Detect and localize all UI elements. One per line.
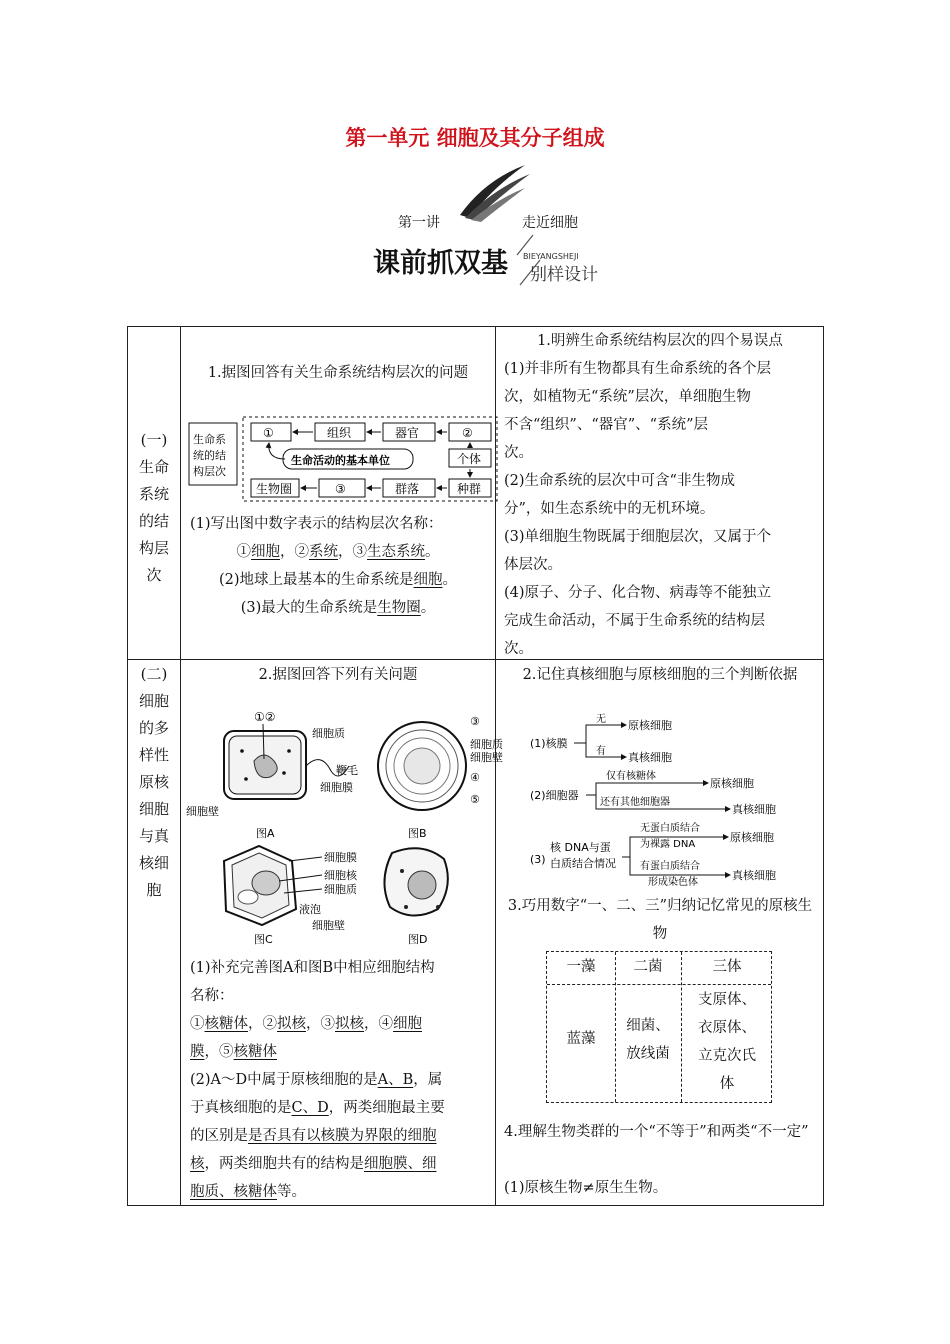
num-header-2: 二菌 — [633, 959, 663, 975]
main-table — [127, 326, 824, 1206]
lecture-number: 第一讲 — [398, 215, 440, 231]
svg-text:统的结: 统的结 — [193, 449, 226, 462]
svg-text:白质结合情况: 白质结合情况 — [550, 857, 616, 870]
figure-a — [186, 710, 358, 840]
svg-text:(1)核膜: (1)核膜 — [530, 737, 568, 750]
svg-text:原核细胞: 原核细胞 — [628, 719, 672, 732]
s1-right-notes: (1)并非所有生物都具有生命系统的各个层 次，如植物无“系统”层次，单细胞生物 不含“组织”、“器官”、“系统”层 次。 (2)生命系统的层次中可含“非生物成 分”，如生态系统中的无机环境。 (3)单细胞生物既属于细胞层次，又属于个 体层次。 (4)原子、分子、化合物、病毒等不能独立 完成生命活动，不属于生命系统的结构层 次。 — [504, 361, 772, 657]
svg-text:无: 无 — [596, 714, 606, 725]
svg-text:细胞膜: 细胞膜 — [320, 781, 353, 794]
svg-text:液泡: 液泡 — [299, 903, 321, 916]
banner-main: 课前抓双基 — [373, 248, 508, 279]
svg-text:原核细胞: 原核细胞 — [730, 831, 774, 844]
section1-label: (一) 生命 系统 的结 构层 次 — [138, 431, 169, 584]
banner-sub: 别样设计 — [530, 265, 598, 285]
banner-pinyin: BIEYANGSHEJI — [523, 252, 579, 261]
num-cell-3: 支原体、 衣原体、 立克次氏 体 — [698, 992, 756, 1092]
figure-d — [384, 848, 447, 946]
figure-c — [224, 846, 358, 946]
svg-text:①: ① — [263, 426, 274, 440]
svg-text:生物圈: 生物圈 — [256, 482, 293, 496]
svg-text:个体: 个体 — [457, 452, 482, 466]
svg-text:图B: 图B — [408, 827, 427, 840]
svg-text:(3): (3) — [530, 853, 546, 866]
svg-text:鞭毛: 鞭毛 — [336, 764, 358, 777]
s1-right-title: 1.明辨生命系统结构层次的四个易误点 — [537, 333, 783, 349]
unit-title: 第一单元 细胞及其分子组成 — [345, 126, 605, 150]
svg-text:种群: 种群 — [457, 482, 482, 496]
svg-text:图C: 图C — [254, 933, 273, 946]
s2-q2: (2)A～D中属于原核细胞的是A、B，属 于真核细胞的是C、D，两类细胞最主要 的区别是是否具有以核膜为界限的细胞 核，两类细胞共有的结构是细胞膜、细 胞质、核糖体等。 — [190, 1072, 445, 1200]
svg-text:器官: 器官 — [395, 426, 420, 440]
svg-text:⑤: ⑤ — [470, 793, 480, 806]
s2-right-title2: 2.记住真核细胞与原核细胞的三个判断依据 — [522, 667, 798, 683]
svg-text:生命系: 生命系 — [193, 433, 226, 446]
s1-q1-answer: ①细胞，②系统，③生态系统。 — [236, 544, 440, 560]
svg-text:④: ④ — [470, 771, 480, 784]
svg-text:核 DNA与蛋: 核 DNA与蛋 — [550, 841, 611, 854]
section2-label: (二) 细胞 的多 样性 原核 细胞 与真 核细 胞 — [138, 665, 169, 899]
hierarchy-diagram — [187, 415, 497, 505]
svg-text:真核细胞: 真核细胞 — [732, 803, 776, 816]
num-cell-1: 蓝藻 — [566, 1031, 596, 1047]
svg-text:细胞质: 细胞质 — [470, 738, 503, 751]
svg-text:真核细胞: 真核细胞 — [732, 869, 776, 882]
svg-text:③: ③ — [470, 715, 480, 728]
svg-text:①②: ①② — [254, 710, 276, 724]
s1-question-title: 1.据图回答有关生命系统结构层次的问题 — [207, 365, 469, 381]
svg-text:构层次: 构层次 — [193, 465, 226, 478]
svg-text:细胞质: 细胞质 — [324, 883, 357, 896]
svg-text:细胞壁: 细胞壁 — [470, 751, 503, 764]
svg-text:还有其他细胞器: 还有其他细胞器 — [600, 797, 670, 808]
svg-text:群落: 群落 — [395, 482, 420, 496]
s2-right-title4: 4.理解生物类群的一个“不等于”和两类“不一定” — [504, 1124, 809, 1140]
num-header-3: 三体 — [712, 959, 742, 975]
s2-q1: (1)补充完善图A和图B中相应细胞结构 名称： ①核糖体，②拟核，③拟核，④细胞 膜，⑤核糖体 — [190, 960, 435, 1060]
svg-text:形成染色体: 形成染色体 — [648, 877, 698, 888]
svg-text:细胞壁: 细胞壁 — [186, 805, 219, 818]
svg-text:③: ③ — [335, 482, 346, 496]
svg-text:组织: 组织 — [327, 426, 352, 440]
svg-text:真核细胞: 真核细胞 — [628, 751, 672, 764]
num-header-1: 一藻 — [566, 959, 596, 975]
s1-q3: (3)最大的生命系统是生物圈。 — [240, 600, 436, 616]
svg-text:(2)细胞器: (2)细胞器 — [530, 789, 579, 802]
svg-text:有: 有 — [596, 746, 606, 757]
lecture-topic: 走近细胞 — [522, 215, 578, 231]
svg-text:仅有核糖体: 仅有核糖体 — [606, 771, 656, 782]
svg-text:有蛋白质结合: 有蛋白质结合 — [640, 861, 700, 872]
svg-text:为裸露 DNA: 为裸露 DNA — [640, 839, 696, 850]
s2-right-last: (1)原核生物≠原生生物。 — [504, 1180, 668, 1196]
s2-question-title: 2.据图回答下列有关问题 — [258, 667, 418, 683]
svg-text:原核细胞: 原核细胞 — [710, 777, 754, 790]
prokaryote-number-table — [546, 951, 772, 1103]
svg-text:细胞质: 细胞质 — [312, 727, 345, 740]
svg-text:细胞膜: 细胞膜 — [324, 851, 357, 864]
col-divider-1 — [180, 327, 181, 1205]
s2-right-title3: 3.巧用数字“一、二、三”归纳记忆常见的原核生物 — [507, 898, 813, 942]
num-cell-2: 细菌、 放线菌 — [626, 1018, 670, 1062]
svg-text:图D: 图D — [408, 933, 428, 946]
cell-figures — [184, 710, 503, 947]
svg-text:细胞壁: 细胞壁 — [312, 919, 345, 932]
svg-text:细胞核: 细胞核 — [324, 869, 357, 882]
judge-diagram — [500, 713, 820, 888]
svg-text:无蛋白质结合: 无蛋白质结合 — [640, 823, 700, 834]
s1-q2: (2)地球上最基本的生命系统是细胞。 — [218, 572, 458, 588]
svg-text:②: ② — [462, 426, 473, 440]
svg-text:生命活动的基本单位: 生命活动的基本单位 — [291, 454, 390, 467]
figure-b — [378, 715, 503, 840]
s1-q1: (1)写出图中数字表示的结构层次名称： — [190, 516, 443, 532]
svg-text:图A: 图A — [256, 827, 275, 840]
